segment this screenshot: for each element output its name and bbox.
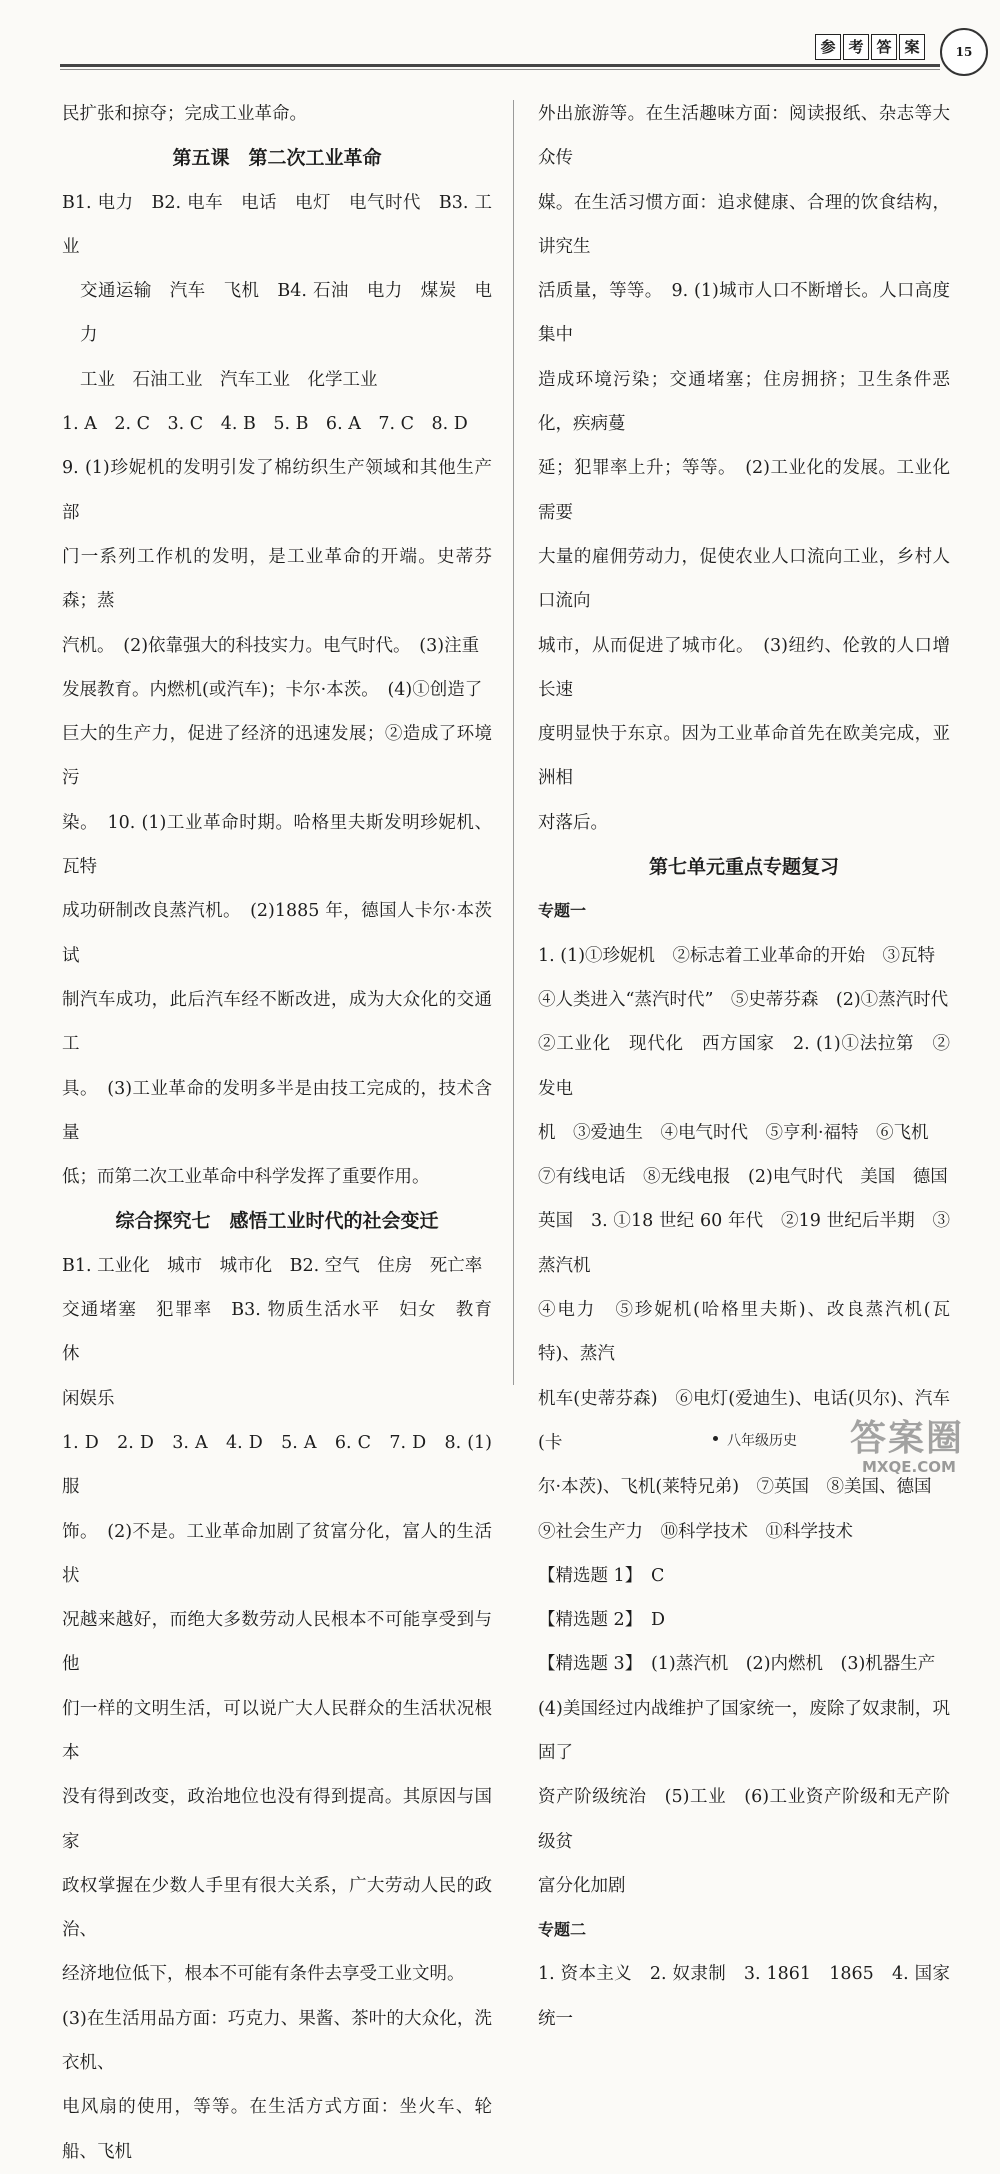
topic-heading: 专题一 [538,901,587,921]
text-line: ⑨社会生产力 ⑩科学技术 ⑪科学技术 [538,1521,853,1542]
text-line: 没有得到改变，政治地位也没有得到提高。其原因与国家 [62,1787,492,1852]
footer-label: 八年级历史 [727,1433,797,1449]
badge-char: 参 [815,34,841,60]
text-line: 9. (1)珍妮机的发明引发了棉纺织生产领域和其他生产部 [62,458,492,523]
text-line: 媒。在生活习惯方面：追求健康、合理的饮食结构，讲究生 [538,192,950,257]
text-line: 门一系列工作机的发明，是工业革命的开端。史蒂芬森；蒸 [62,546,492,612]
text-line: 交通堵塞 犯罪率 B3. 物质生活水平 妇女 教育 休 [62,1300,510,1365]
selected-question: 【精选题 3】 (1)蒸汽机 (2)内燃机 (3)机器生产 [538,1654,936,1675]
section-title: 第五课 第二次工业革命 [172,147,382,170]
page-footer [705,1430,797,1450]
text-line: 英国 3. ①18 世纪 60 年代 ②19 世纪后半期 ③蒸汽机 [538,1211,950,1276]
text-line: 度明显快于东京。因为工业革命首先在欧美完成，亚洲相 [538,724,950,789]
right-column [538,92,950,2041]
text-line: 电风扇的使用，等等。在生活方式方面：坐火车、轮船、飞机 [62,2097,492,2162]
answer-key-badge [815,34,925,60]
text-line: 染。 10. (1)工业革命时期。哈格里夫斯发明珍妮机、瓦特 [62,812,492,878]
text-line: 活质量，等等。 9. (1)城市人口不断增长。人口高度集中 [538,281,950,346]
text-line: 们一样的文明生活，可以说广大人民群众的生活状况根本 [62,1698,492,1763]
selected-question: 【精选题 1】 C [538,1565,665,1586]
left-column [62,92,510,2174]
text-line: 1. D 2. D 3. A 4. D 5. A 6. C 7. D 8. (1)服 [62,1432,492,1498]
header-rule [60,64,940,67]
text-line: 汽机。 (2)依靠强大的科技实力。电气时代。 (3)注重 [62,635,480,656]
watermark-url: MXQE.COM [862,1458,956,1476]
text-line: 民扩张和掠夺；完成工业革命。 [62,104,307,124]
publisher-logo: 15 [940,28,988,76]
text-line: 况越来越好，而绝大多数劳动人民根本不可能享受到与他 [62,1610,492,1675]
text-line: (4)美国经过内战维护了国家统一，废除了奴隶制，巩固了 [538,1698,950,1763]
text-line: 政权掌握在少数人手里有很大关系，广大劳动人民的政治、 [62,1875,492,1941]
badge-char: 答 [871,34,897,60]
text-line: 经济地位低下，根本不可能有条件去享受工业文明。 [62,1964,465,1985]
selected-question: 【精选题 2】 D [538,1610,665,1631]
text-line: 工业 石油工业 汽车工业 化学工业 [80,369,378,390]
text-line: 大量的雇佣劳动力，促使农业人口流向工业，乡村人口流向 [538,546,950,612]
text-line: B1. 电力 B2. 电车 电话 电灯 电气时代 B3. 工业 [62,192,492,257]
text-line: 尔·本茨)、飞机(莱特兄弟) ⑦英国 ⑧美国、德国 [538,1477,932,1498]
text-line: ⑦有线电话 ⑧无线电报 (2)电气时代 美国 德国 [538,1167,948,1188]
topic-heading: 专题二 [538,1920,587,1940]
text-line: 闲娱乐 [62,1388,115,1409]
text-line: B1. 工业化 城市 城市化 B2. 空气 住房 死亡率 [62,1255,483,1276]
text-line: 1. (1)①珍妮机 ②标志着工业革命的开始 ③瓦特 [538,945,936,966]
header-rule-thin [60,69,940,70]
section-title: 综合探究七 感悟工业时代的社会变迁 [115,1210,439,1233]
text-line: 富分化加剧 [538,1875,626,1896]
badge-char: 考 [843,34,869,60]
text-line: 1. 资本主义 2. 奴隶制 3. 1861 1865 4. 国家统一 [538,1964,950,2029]
text-line: 1. A 2. C 3. C 4. B 5. B 6. A 7. C 8. D [62,414,468,435]
text-line: 低；而第二次工业革命中科学发挥了重要作用。 [62,1167,430,1188]
column-divider [513,100,514,1385]
text-line: 机车(史蒂芬森) ⑥电灯(爱迪生)、电话(贝尔)、汽车(卡 [538,1388,950,1453]
text-line: 具。 (3)工业革命的发明多半是由技工完成的，技术含量 [62,1078,492,1143]
text-line: (3)在生活用品方面：巧克力、果酱、茶叶的大众化，洗衣机、 [62,2008,492,2074]
text-line: 外出旅游等。在生活趣味方面：阅读报纸、杂志等大众传 [538,104,950,169]
text-line: 饰。 (2)不是。工业革命加剧了贫富分化，富人的生活状 [62,1521,492,1586]
text-line: 资产阶级统治 (5)工业 (6)工业资产阶级和无产阶级贫 [538,1787,950,1852]
text-line: 延；犯罪率上升；等等。 (2)工业化的发展。工业化需要 [538,458,950,523]
text-line: ②工业化 现代化 西方国家 2. (1)①法拉第 ②发电 [538,1034,950,1099]
text-line: 造成环境污染；交通堵塞；住房拥挤；卫生条件恶化，疾病蔓 [538,369,950,435]
section-title: 第七单元重点专题复习 [648,856,839,879]
text-line: 机 ③爱迪生 ④电气时代 ⑤亨利·福特 ⑥飞机 [538,1122,929,1143]
text-line: 对落后。 [538,812,608,833]
text-line: 制汽车成功，此后汽车经不断改进，成为大众化的交通工 [62,989,492,1055]
badge-char: 案 [899,34,925,60]
text-line: 城市，从而促进了城市化。 (3)纽约、伦敦的人口增长速 [538,635,950,700]
text-line: ④电力 ⑤珍妮机(哈格里夫斯)、改良蒸汽机(瓦特)、蒸汽 [538,1300,950,1365]
text-line: 成功研制改良蒸汽机。 (2)1885 年，德国人卡尔·本茨试 [62,901,492,966]
text-line: ④人类进入“蒸汽时代” ⑤史蒂芬森 (2)①蒸汽时代 [538,989,949,1010]
text-line: 发展教育。内燃机(或汽车)；卡尔·本茨。 (4)①创造了 [62,679,483,700]
watermark-title: 答案圈 [850,1418,965,1459]
text-line: 巨大的生产力，促进了经济的迅速发展；②造成了环境污 [62,724,492,789]
text-line: 交通运输 汽车 飞机 B4. 石油 电力 煤炭 电力 [80,281,492,346]
